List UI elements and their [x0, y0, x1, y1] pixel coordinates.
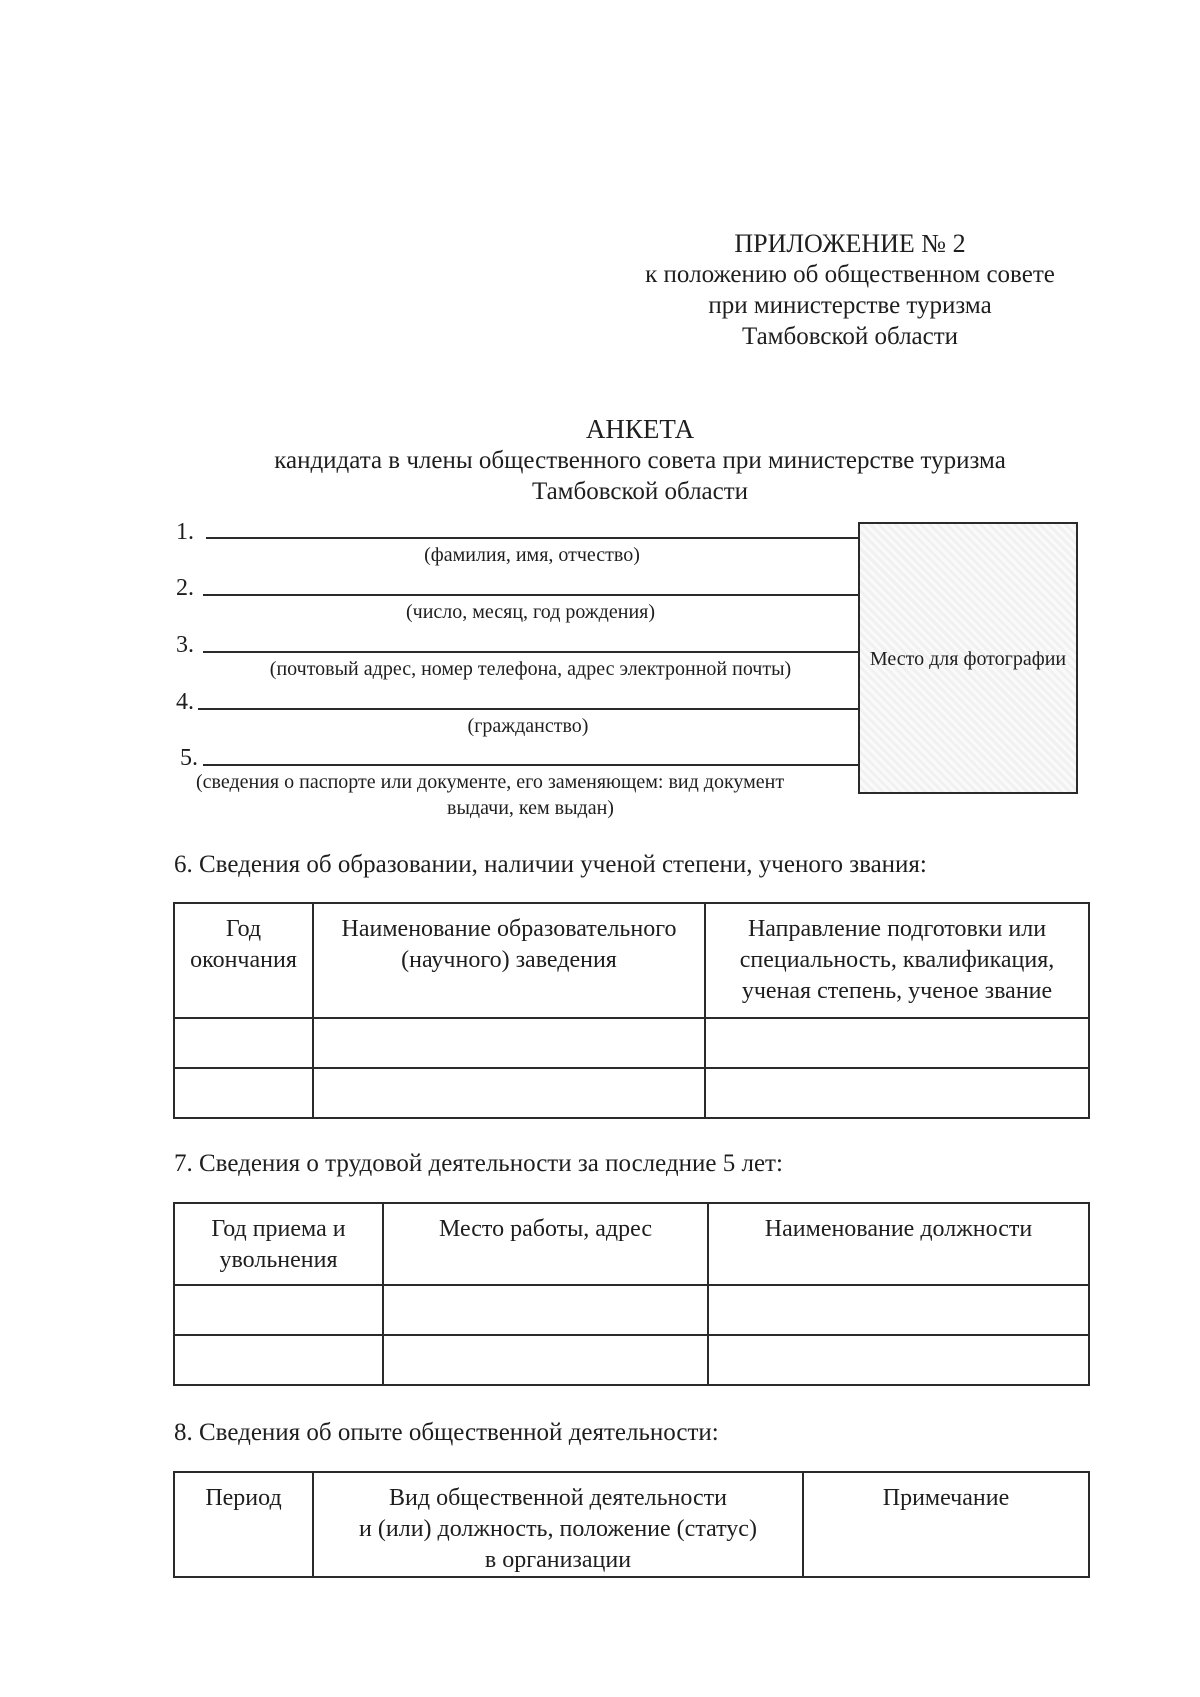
work-table	[173, 1202, 1090, 1386]
form-subtitle: кандидата в члены общественного совета при министерстве туризма	[274, 447, 1006, 474]
field-caption: (сведения о паспорте или документе, его заменяющем: вид документ	[196, 771, 785, 793]
field-number: 1.	[176, 519, 194, 545]
field-caption: (фамилия, имя, отчество)	[424, 544, 640, 566]
table-cell[interactable]	[708, 1285, 1089, 1335]
table-cell[interactable]	[174, 1285, 383, 1335]
section-public-activity-title: 8. Сведения об опыте общественной деятельности:	[174, 1419, 719, 1446]
education-table	[173, 902, 1090, 1119]
section-education-title: 6. Сведения об образовании, наличии ученой степени, ученого звания:	[174, 851, 927, 878]
field-caption-continued: выдачи, кем выдан)	[447, 797, 614, 819]
table-cell[interactable]	[705, 1068, 1089, 1118]
form-title	[160, 414, 1120, 507]
photo-placeholder[interactable]	[858, 522, 1078, 794]
table-cell[interactable]	[174, 1068, 313, 1118]
form-subtitle: Тамбовской области	[531, 478, 749, 505]
field-caption: (почтовый адрес, номер телефона, адрес электронной почты)	[269, 658, 792, 680]
field-fullname-line[interactable]	[206, 537, 858, 539]
column-header: Год окончания	[174, 903, 313, 1018]
table-cell[interactable]	[383, 1285, 708, 1335]
field-birthdate-line[interactable]	[203, 594, 858, 596]
appendix-number: ПРИЛОЖЕНИЕ № 2	[734, 229, 966, 258]
field-number: 2.	[176, 575, 194, 601]
field-caption: (гражданство)	[467, 715, 589, 737]
column-header: Примечание	[803, 1472, 1089, 1577]
table-header-row	[174, 903, 1089, 1018]
table-cell[interactable]	[174, 1018, 313, 1068]
column-header: Наименование должности	[708, 1203, 1089, 1285]
field-address-line[interactable]	[203, 651, 858, 653]
form-heading: АНКЕТА	[585, 414, 695, 444]
column-header: Период	[174, 1472, 313, 1577]
appendix-line: Тамбовской области	[741, 323, 959, 350]
field-caption: (число, месяц, год рождения)	[405, 601, 656, 623]
table-cell[interactable]	[708, 1335, 1089, 1385]
appendix-header	[600, 228, 1100, 352]
public-activity-table	[173, 1471, 1090, 1578]
appendix-line: при министерстве туризма	[708, 292, 992, 319]
column-header: Вид общественной деятельности и (или) должность, положение (статус) в организации	[313, 1472, 803, 1577]
table-row	[174, 1018, 1089, 1068]
section-work-title: 7. Сведения о трудовой деятельности за последние 5 лет:	[174, 1150, 783, 1177]
field-passport-line[interactable]	[203, 764, 858, 766]
photo-label: Место для фотографии	[869, 648, 1067, 670]
field-number: 5.	[180, 745, 198, 771]
column-header: Наименование образовательного (научного) заведения	[313, 903, 705, 1018]
table-header-row	[174, 1472, 1089, 1577]
appendix-line: к положению об общественном совете	[645, 261, 1055, 288]
field-number: 4.	[176, 689, 194, 715]
table-cell[interactable]	[383, 1335, 708, 1385]
table-cell[interactable]	[313, 1018, 705, 1068]
column-header: Направление подготовки или специальность, квалификация, ученая степень, ученое звание	[705, 903, 1089, 1018]
field-number: 3.	[176, 632, 194, 658]
table-cell[interactable]	[174, 1335, 383, 1385]
column-header: Место работы, адрес	[383, 1203, 708, 1285]
field-citizenship-line[interactable]	[198, 708, 858, 710]
table-row	[174, 1285, 1089, 1335]
table-header-row	[174, 1203, 1089, 1285]
table-row	[174, 1068, 1089, 1118]
table-cell[interactable]	[313, 1068, 705, 1118]
table-row	[174, 1335, 1089, 1385]
table-cell[interactable]	[705, 1018, 1089, 1068]
column-header: Год приема и увольнения	[174, 1203, 383, 1285]
